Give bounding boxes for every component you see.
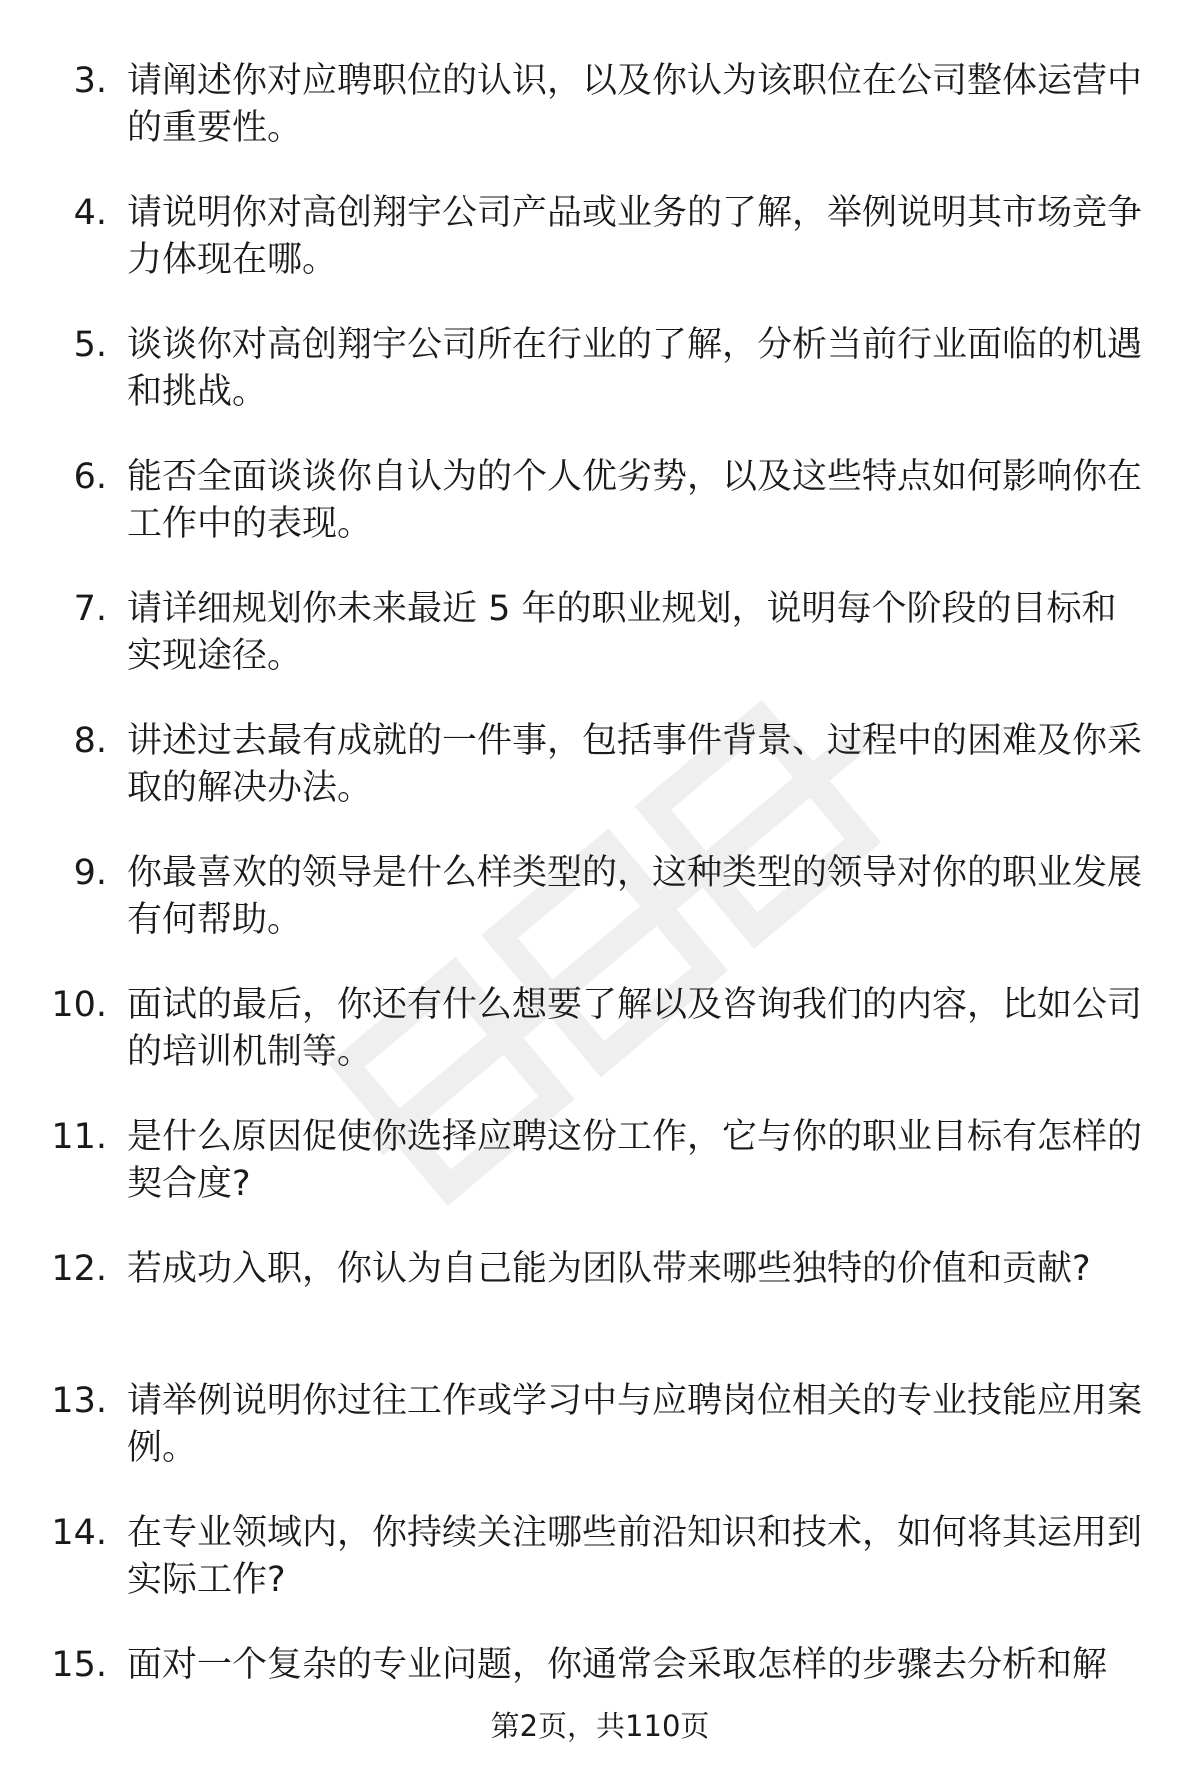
question-item [0,586,1200,718]
question-number: 8. [73,721,107,761]
question-text: 面试的最后，你还有什么想要了解以及咨询我们的内容，比如公司的培训机制等。 [127,985,1143,1072]
question-text: 面对一个复杂的专业问题，你通常会采取怎样的步骤去分析和解 [127,1645,1108,1685]
question-text: 能否全面谈谈你自认为的个人优劣势，以及这些特点如何影响你在工作中的表现。 [127,457,1143,544]
page-footer: 第2页，共110页 [490,1709,710,1743]
question-item [0,1114,1200,1246]
question-number: 13. [51,1381,107,1421]
question-number: 12. [51,1249,107,1289]
question-item [0,1246,1200,1378]
question-number: 9. [73,853,107,893]
question-text: 请详细规划你未来最近 5 年的职业规划，说明每个阶段的目标和实现途径。 [127,589,1117,676]
question-item [0,850,1200,982]
question-item [0,58,1200,190]
question-number: 4. [73,193,107,233]
question-text: 请说明你对高创翔宇公司产品或业务的了解，举例说明其市场竞争力体现在哪。 [127,193,1143,280]
question-text: 是什么原因促使你选择应聘这份工作，它与你的职业目标有怎样的契合度? [127,1117,1143,1204]
question-text: 若成功入职，你认为自己能为团队带来哪些独特的价值和贡献? [127,1249,1091,1289]
question-item [0,190,1200,322]
question-list [0,58,1200,1774]
question-text: 讲述过去最有成就的一件事，包括事件背景、过程中的困难及你采取的解决办法。 [127,721,1143,808]
question-number: 11. [51,1117,107,1157]
question-number: 7. [73,589,107,629]
question-number: 15. [51,1645,107,1685]
question-text: 请举例说明你过往工作或学习中与应聘岗位相关的专业技能应用案例。 [127,1381,1143,1468]
question-number: 5. [73,325,107,365]
question-item [0,322,1200,454]
question-text: 你最喜欢的领导是什么样类型的，这种类型的领导对你的职业发展有何帮助。 [127,853,1143,940]
question-number: 14. [51,1513,107,1553]
question-item [0,1378,1200,1510]
question-item [0,718,1200,850]
question-text: 在专业领域内，你持续关注哪些前沿知识和技术，如何将其运用到实际工作? [127,1513,1143,1600]
question-text: 请阐述你对应聘职位的认识，以及你认为该职位在公司整体运营中的重要性。 [127,61,1143,148]
question-number: 10. [51,985,107,1025]
question-item [0,454,1200,586]
question-item [0,1510,1200,1642]
question-number: 6. [73,457,107,497]
question-text: 谈谈你对高创翔宇公司所在行业的了解，分析当前行业面临的机遇和挑战。 [127,325,1143,412]
question-item [0,982,1200,1114]
question-number: 3. [73,61,107,101]
